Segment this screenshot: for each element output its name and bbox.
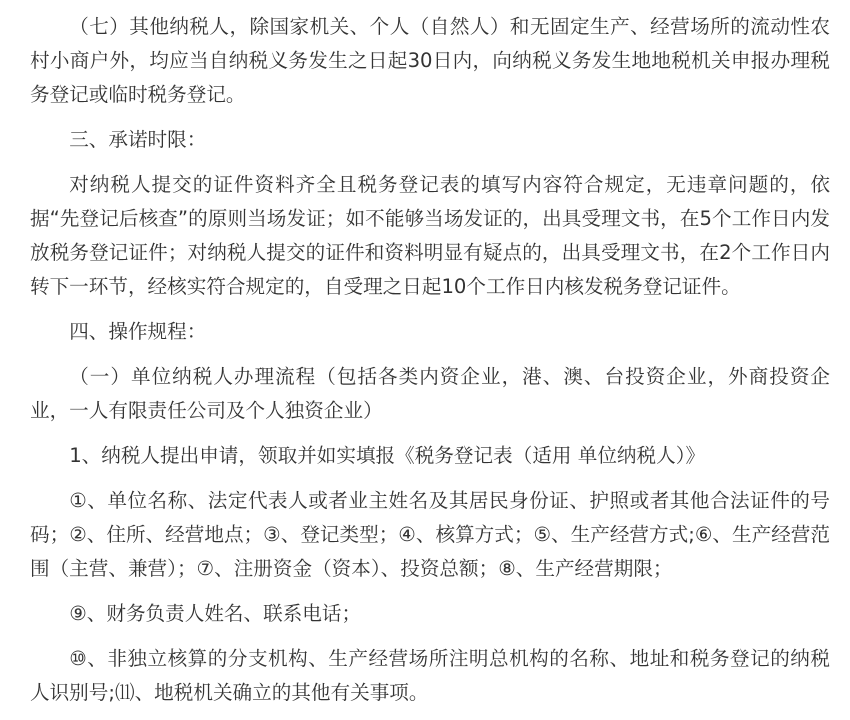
heading-commitment-time-limit: 三、承诺时限： — [69, 128, 207, 151]
paragraph-registration-items-1-8: ①、单位名称、法定代表人或者业主姓名及其居民身份证、护照或者其他合法证件的号码；②、住所、经营地点；③、登记类型；④、核算方式；⑤、生产经营方式;⑥、生产经营范围（主营、兼营）；⑦、注册资金（资本）、投资总额；⑧、生产经营期限； — [30, 489, 830, 580]
heading-operating-procedures: 四、操作规程： — [69, 320, 207, 343]
paragraph-commitment-details: 对纳税人提交的证件资料齐全且税务登记表的填写内容符合规定，无违章问题的，依据“先登记后核查”的原则当场发证；如不能够当场发证的，出具受理文书，在5个工作日内发放税务登记证件；对纳税人提交的证件和资料明显有疑点的，出具受理文书，在2个工作日内转下一环节，经核实符合规定的，自受理之日起10个工作日内核发税务登记证件。 — [30, 173, 830, 298]
paragraph-unit-taxpayer-process: （一）单位纳税人办理流程（包括各类内资企业，港、澳、台投资企业，外商投资企业，一人有限责任公司及个人独资企业） — [30, 365, 830, 422]
paragraph-registration-items-10-11: ⑩、非独立核算的分支机构、生产经营场所注明总机构的名称、地址和税务登记的纳税人识别号;⑾、地税机关确立的其他有关事项。 — [30, 647, 830, 704]
paragraph-step-1-application: 1、纳税人提出申请，领取并如实填报《税务登记表（适用 单位纳税人）》 — [69, 444, 706, 467]
paragraph-other-taxpayers: （七）其他纳税人，除国家机关、个人（自然人）和无固定生产、经营场所的流动性农村小商户外，均应当自纳税义务发生之日起30日内，向纳税义务发生地地税机关申报办理税务登记或临时税务登记。 — [30, 15, 830, 106]
paragraph-registration-item-9: ⑨、财务负责人姓名、联系电话； — [69, 602, 362, 625]
